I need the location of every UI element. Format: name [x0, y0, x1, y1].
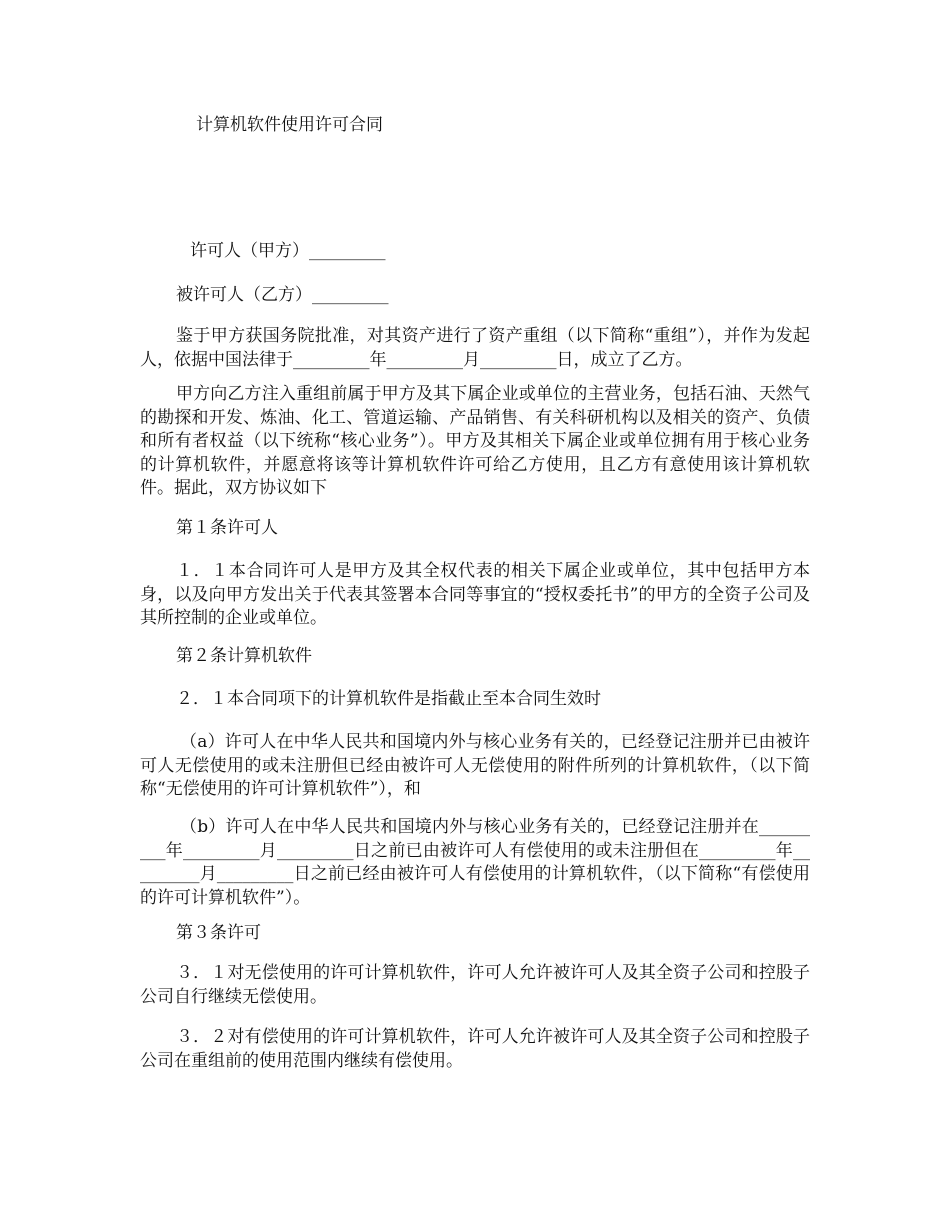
licensee-line: 被许可人（乙方）_________ — [176, 285, 389, 305]
paragraph-recital: 鉴于甲方获国务院批准，对其资产进行了资产重组（以下简称“重组”），并作为发起人，依据中国法律于_________年_________月_________日，成立了乙方。 — [140, 326, 810, 370]
clause-2-1-b: （b）许可人在中华人民共和国境内外与核心业务有关的，已经登记注册并在_________年_________月_________日之前已由被许可人有偿使用的或未注册但在_________年_________月_________日之前已经由被许可人有偿使用的计算机软件，（以下简称“有偿使用的许可计算机软件”）。 — [140, 817, 810, 908]
clause-3-1: ３．１对无偿使用的许可计算机软件，许可人允许被许可人及其全资子公司和控股子公司自行继续无偿使用。 — [140, 963, 810, 1007]
clause-2-1-a: （a）许可人在中华人民共和国境内外与核心业务有关的，已经登记注册并已由被许可人无偿使用的或未注册但已经由被许可人无偿使用的附件所列的计算机软件，（以下简称“无偿使用的许可计算机软件”），和 — [140, 732, 810, 799]
article-3-heading: 第３条许可 — [176, 923, 261, 943]
document-title: 计算机软件使用许可合同 — [196, 115, 383, 135]
clause-1-1: １．１本合同许可人是甲方及其全权代表的相关下属企业或单位，其中包括甲方本身，以及向甲方发出关于代表其签署本合同等事宜的“授权委托书”的甲方的全资子公司及其所控制的企业或单位。 — [140, 561, 810, 628]
licensor-line: 许可人（甲方）_________ — [190, 241, 386, 261]
clause-2-1: ２．１本合同项下的计算机软件是指截止至本合同生效时 — [176, 689, 601, 709]
article-1-heading: 第１条许可人 — [176, 518, 278, 538]
clause-3-2: ３．２对有偿使用的许可计算机软件，许可人允许被许可人及其全资子公司和控股子公司在重组前的使用范围内继续有偿使用。 — [140, 1027, 810, 1071]
paragraph-core-business: 甲方向乙方注入重组前属于甲方及其下属企业或单位的主营业务，包括石油、天然气的勘探和开发、炼油、化工、管道运输、产品销售、有关科研机构以及相关的资产、负债和所有者权益（以下统称“核心业务”）。甲方及其相关下属企业或单位拥有用于核心业务的计算机软件，并愿意将该等计算机软件许可给乙方使用，且乙方有意使用该计算机软件。据此，双方协议如下 — [140, 384, 810, 498]
article-2-heading: 第２条计算机软件 — [176, 646, 312, 666]
